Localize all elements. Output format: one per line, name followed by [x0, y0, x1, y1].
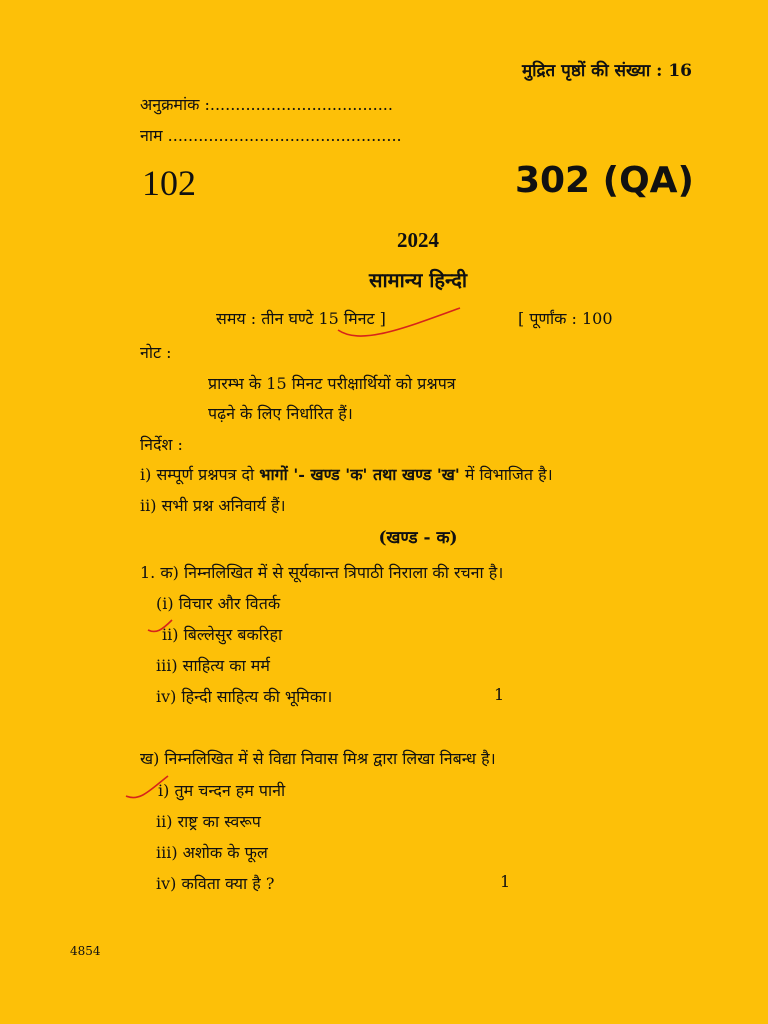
instruction-i-suffix: में विभाजित है।	[464, 465, 553, 484]
note-heading: नोट :	[140, 343, 172, 362]
q1a-marks: 1	[494, 685, 505, 704]
q1b-option-2: ii) राष्ट्र का स्वरूप	[156, 812, 261, 831]
q1b-marks: 1	[500, 872, 511, 891]
instruction-ii: ii) सभी प्रश्न अनिवार्य हैं।	[140, 496, 286, 515]
instructions-heading: निर्देश :	[140, 435, 183, 454]
instruction-i-bold: भागों '- खण्ड 'क' तथा खण्ड 'ख'	[259, 465, 460, 484]
q1a-option-3: iii) साहित्य का मर्म	[156, 656, 270, 675]
q1b-option-3: iii) अशोक के फूल	[156, 843, 268, 862]
q1b-option-4: iv) कविता क्या है ?	[156, 874, 275, 893]
name-field: नाम ..............................................	[140, 126, 402, 145]
printed-pages-count: मुद्रित पृष्ठों की संख्या : 16	[521, 61, 692, 81]
footer-code: 4854	[70, 944, 101, 958]
q1a-option-4: iv) हिन्दी साहित्य की भूमिका।	[156, 687, 333, 706]
roll-number-field: अनुक्रमांक :....................................	[140, 95, 393, 114]
paper-code-right: 302 (QA)	[514, 160, 694, 201]
instruction-i-prefix: i) सम्पूर्ण प्रश्नपत्र दो	[140, 465, 255, 484]
exam-duration: समय : तीन घण्टे 15 मिनट ]	[216, 309, 386, 328]
exam-year: 2024	[397, 228, 439, 252]
question-1b: ख) निम्नलिखित में से विद्या निवास मिश्र द्वारा लिखा निबन्ध है।	[140, 749, 496, 768]
subject-title: सामान्य हिन्दी	[368, 268, 468, 292]
question-1a: 1. क) निम्नलिखित में से सूर्यकान्त त्रिपाठी निराला की रचना है।	[140, 563, 504, 582]
section-title: (खण्ड - क)	[378, 528, 458, 548]
instruction-i	[140, 463, 553, 485]
note-line-2: पढ़ने के लिए निर्धारित हैं।	[208, 404, 353, 423]
q1b-option-1: i) तुम चन्दन हम पानी	[158, 781, 286, 800]
maximum-marks: [ पूर्णांक : 100	[518, 309, 613, 328]
paper-code-left: 102	[142, 163, 196, 203]
q1a-option-1: (i) विचार और वितर्क	[156, 594, 281, 613]
q1a-option-2: ii) बिल्लेसुर बकरिहा	[162, 625, 283, 644]
note-line-1: प्रारम्भ के 15 मिनट परीक्षार्थियों को प्रश्नपत्र	[208, 374, 456, 393]
